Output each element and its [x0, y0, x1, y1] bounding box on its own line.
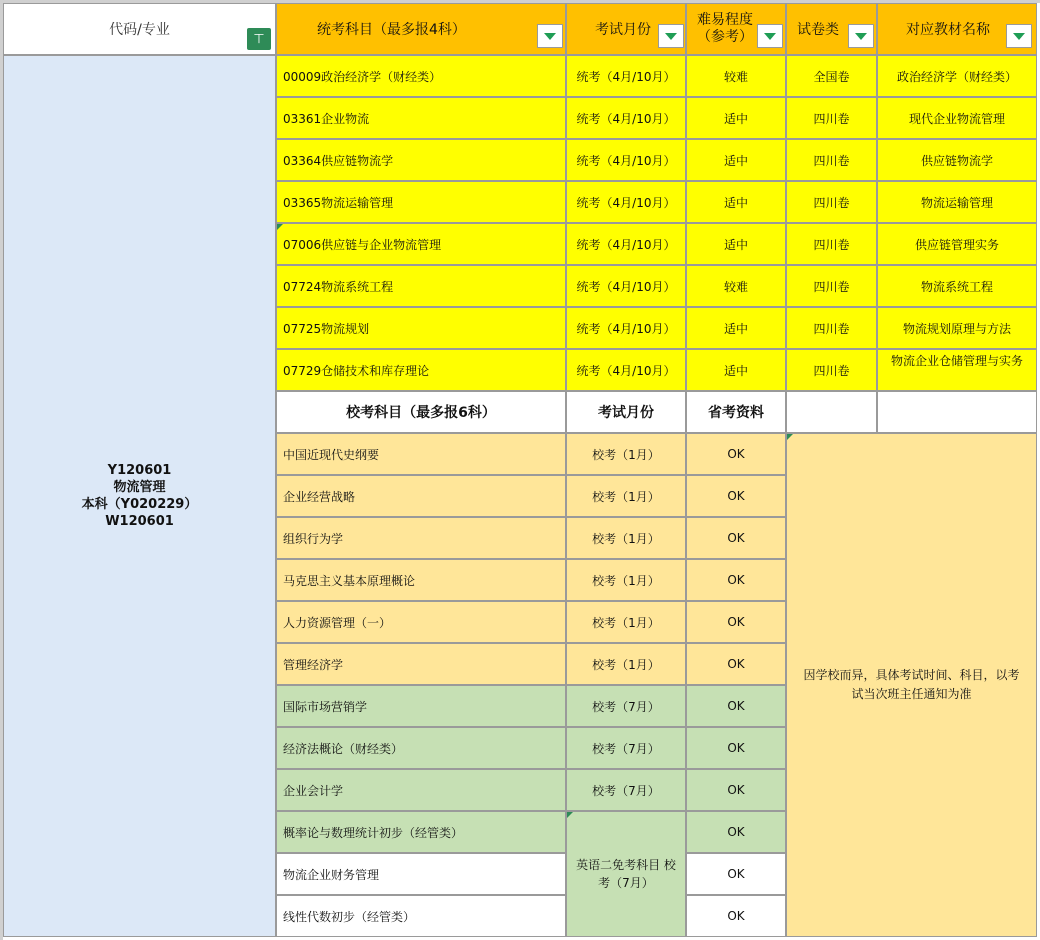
- school-status: OK: [727, 825, 745, 839]
- school-month-cell[interactable]: [566, 685, 686, 727]
- major-alt-code: W120601: [105, 514, 174, 529]
- school-status-cell[interactable]: [686, 685, 786, 727]
- unified-month-cell[interactable]: [566, 97, 686, 139]
- school-month: 校考（1月）: [592, 657, 660, 672]
- school-subject-cell[interactable]: [276, 769, 566, 811]
- unified-textbook-cell[interactable]: [877, 181, 1037, 223]
- unified-paper: 四川卷: [813, 363, 850, 378]
- school-month: 校考（7月）: [592, 741, 660, 756]
- unified-subject: 00009政治经济学（财经类）: [283, 69, 442, 84]
- unified-month: 统考（4月/10月）: [576, 321, 676, 336]
- unified-difficulty-cell[interactable]: [686, 139, 786, 181]
- school-subject: 中国近现代史纲要: [283, 447, 380, 462]
- major-code: Y120601: [107, 463, 172, 478]
- empty-cell[interactable]: [877, 391, 1037, 433]
- header-code-major-label: 代码/专业: [109, 22, 170, 38]
- chevron-down-icon: [855, 33, 867, 40]
- unified-textbook: 物流系统工程: [920, 279, 993, 294]
- school-subject-cell[interactable]: [276, 853, 566, 895]
- school-month: 校考（1月）: [592, 573, 660, 588]
- unified-difficulty: 适中: [723, 321, 748, 336]
- school-subject-cell[interactable]: [276, 811, 566, 853]
- unified-textbook: 物流规划原理与方法: [902, 321, 1011, 336]
- comment-marker: [787, 434, 793, 440]
- unified-paper-cell[interactable]: [786, 55, 877, 97]
- header-textbook-label: 对应教材名称: [906, 22, 990, 38]
- school-month: 校考（7月）: [592, 783, 660, 798]
- unified-difficulty: 适中: [723, 153, 748, 168]
- school-status: OK: [727, 573, 745, 587]
- unified-month: 统考（4月/10月）: [576, 279, 676, 294]
- school-subject-cell[interactable]: [276, 475, 566, 517]
- school-status-cell[interactable]: [686, 895, 786, 937]
- school-status: OK: [727, 783, 745, 797]
- unified-paper: 四川卷: [813, 237, 850, 252]
- school-status-cell[interactable]: [686, 559, 786, 601]
- unified-difficulty-cell[interactable]: [686, 181, 786, 223]
- school-status: OK: [727, 615, 745, 629]
- unified-subject: 07725物流规划: [283, 321, 370, 336]
- dropdown-paper-type[interactable]: [848, 24, 874, 48]
- header-paper-type-label: 试卷类: [797, 22, 839, 38]
- chevron-down-icon: [544, 33, 556, 40]
- school-header-materials[interactable]: [686, 391, 786, 433]
- chevron-down-icon: [1013, 33, 1025, 40]
- unified-month-cell[interactable]: [566, 139, 686, 181]
- school-subject: 组织行为学: [283, 531, 344, 546]
- school-status-cell[interactable]: [686, 769, 786, 811]
- unified-month: 统考（4月/10月）: [576, 237, 676, 252]
- unified-difficulty: 适中: [723, 111, 748, 126]
- school-status: OK: [727, 531, 745, 545]
- unified-textbook: 供应链物流学: [920, 153, 993, 168]
- unified-month: 统考（4月/10月）: [576, 111, 676, 126]
- school-month-cell[interactable]: [566, 433, 686, 475]
- dropdown-textbook[interactable]: [1006, 24, 1032, 48]
- unified-month-cell[interactable]: [566, 181, 686, 223]
- school-month-cell[interactable]: [566, 727, 686, 769]
- unified-paper-cell[interactable]: [786, 223, 877, 265]
- unified-difficulty: 适中: [723, 363, 748, 378]
- school-subject: 马克思主义基本原理概论: [283, 573, 416, 588]
- school-header-subjects-label: 校考科目（最多报6科）: [346, 405, 496, 421]
- school-status: OK: [727, 699, 745, 713]
- comment-marker: [567, 812, 573, 818]
- chevron-down-icon: [665, 33, 677, 40]
- header-unified-subjects[interactable]: [276, 3, 566, 55]
- unified-subject: 07724物流系统工程: [283, 279, 394, 294]
- school-status: OK: [727, 867, 745, 881]
- unified-textbook-cell[interactable]: [877, 97, 1037, 139]
- unified-paper: 四川卷: [813, 153, 850, 168]
- unified-textbook-cell[interactable]: [877, 139, 1037, 181]
- merged-month-cell[interactable]: [566, 811, 686, 937]
- school-status: OK: [727, 657, 745, 671]
- dropdown-difficulty[interactable]: [757, 24, 783, 48]
- unified-difficulty-cell[interactable]: [686, 307, 786, 349]
- unified-subject-cell[interactable]: [276, 349, 566, 391]
- dropdown-unified-subjects[interactable]: [537, 24, 563, 48]
- unified-month-cell[interactable]: [566, 349, 686, 391]
- school-subject-cell[interactable]: [276, 685, 566, 727]
- school-status-cell[interactable]: [686, 853, 786, 895]
- unified-difficulty-cell[interactable]: [686, 349, 786, 391]
- unified-subject-cell[interactable]: [276, 97, 566, 139]
- major-level: 本科（Y020229）: [81, 497, 198, 512]
- school-subject-cell[interactable]: [276, 517, 566, 559]
- school-status-cell[interactable]: [686, 811, 786, 853]
- unified-month: 统考（4月/10月）: [576, 69, 676, 84]
- header-difficulty-label: 难易程度（参考）: [697, 12, 753, 45]
- school-month: 校考（7月）: [592, 699, 660, 714]
- unified-subject-cell[interactable]: [276, 181, 566, 223]
- unified-textbook-cell[interactable]: [877, 55, 1037, 97]
- unified-textbook: 供应链管理实务: [914, 237, 999, 252]
- unified-month-cell[interactable]: [566, 307, 686, 349]
- filter-icon[interactable]: ⊤: [247, 28, 271, 50]
- school-status-cell[interactable]: [686, 727, 786, 769]
- unified-textbook-cell[interactable]: [877, 223, 1037, 265]
- unified-month-cell[interactable]: [566, 55, 686, 97]
- school-status-cell[interactable]: [686, 433, 786, 475]
- unified-paper: 四川卷: [813, 195, 850, 210]
- unified-paper: 四川卷: [813, 321, 850, 336]
- school-status-cell[interactable]: [686, 601, 786, 643]
- unified-subject-cell[interactable]: [276, 223, 566, 265]
- unified-subject: 07729仓储技术和库存理论: [283, 363, 430, 378]
- unified-textbook-cell[interactable]: [877, 307, 1037, 349]
- school-status-cell[interactable]: [686, 643, 786, 685]
- unified-subject: 07006供应链与企业物流管理: [283, 237, 442, 252]
- unified-subject-cell[interactable]: [276, 55, 566, 97]
- school-subject-cell[interactable]: [276, 559, 566, 601]
- school-status: OK: [727, 447, 745, 461]
- school-header-month-label: 考试月份: [598, 405, 654, 421]
- exam-note: 因学校而异，具体考试时间、科目，以考试当次班主任通知为准: [803, 668, 1020, 701]
- school-subject: 线性代数初步（经管类）: [283, 909, 416, 924]
- unified-textbook-cell[interactable]: [877, 349, 1037, 391]
- unified-paper-cell[interactable]: [786, 139, 877, 181]
- school-status-cell[interactable]: [686, 517, 786, 559]
- unified-month-cell[interactable]: [566, 223, 686, 265]
- unified-subject-cell[interactable]: [276, 307, 566, 349]
- unified-difficulty: 适中: [723, 237, 748, 252]
- school-header-materials-label: 省考资料: [708, 405, 764, 421]
- school-header-month[interactable]: [566, 391, 686, 433]
- school-status-cell[interactable]: [686, 475, 786, 517]
- school-subject: 物流企业财务管理: [283, 867, 380, 882]
- merged-month-note: 英语二免考科目 校考（7月）: [576, 858, 676, 890]
- unified-textbook: 物流运输管理: [920, 195, 993, 210]
- header-code-major[interactable]: [3, 3, 276, 55]
- unified-subject: 03365物流运输管理: [283, 195, 394, 210]
- school-month-cell[interactable]: [566, 601, 686, 643]
- empty-cell[interactable]: [786, 391, 877, 433]
- unified-difficulty-cell[interactable]: [686, 265, 786, 307]
- school-subject: 企业经营战略: [283, 489, 356, 504]
- header-unified-subjects-label: 统考科目（最多报4科）: [317, 22, 466, 38]
- unified-paper: 四川卷: [813, 279, 850, 294]
- school-subject-cell[interactable]: [276, 727, 566, 769]
- unified-difficulty: 较难: [723, 69, 748, 84]
- unified-month-cell[interactable]: [566, 265, 686, 307]
- major-name: 物流管理: [113, 480, 166, 495]
- school-subject: 经济法概论（财经类）: [283, 741, 404, 756]
- school-status: OK: [727, 741, 745, 755]
- school-subject-cell[interactable]: [276, 643, 566, 685]
- school-month-cell[interactable]: [566, 643, 686, 685]
- unified-paper-cell[interactable]: [786, 265, 877, 307]
- unified-paper-cell[interactable]: [786, 307, 877, 349]
- unified-paper: 四川卷: [813, 111, 850, 126]
- school-status: OK: [727, 489, 745, 503]
- school-subject: 概率论与数理统计初步（经管类）: [283, 825, 464, 840]
- unified-paper: 全国卷: [813, 69, 850, 84]
- unified-month: 统考（4月/10月）: [576, 153, 676, 168]
- unified-difficulty-cell[interactable]: [686, 223, 786, 265]
- school-subject: 企业会计学: [283, 783, 344, 798]
- school-month: 校考（1月）: [592, 489, 660, 504]
- unified-subject-cell[interactable]: [276, 265, 566, 307]
- school-month: 校考（1月）: [592, 531, 660, 546]
- chevron-down-icon: [764, 33, 776, 40]
- unified-month: 统考（4月/10月）: [576, 363, 676, 378]
- unified-textbook: 政治经济学（财经类）: [896, 69, 1017, 84]
- school-subject-cell[interactable]: [276, 895, 566, 937]
- unified-difficulty-cell[interactable]: [686, 97, 786, 139]
- unified-textbook: 现代企业物流管理: [908, 111, 1005, 126]
- unified-subject: 03364供应链物流学: [283, 153, 394, 168]
- school-subject-cell[interactable]: [276, 601, 566, 643]
- unified-textbook-cell[interactable]: [877, 265, 1037, 307]
- school-subject: 国际市场营销学: [283, 699, 368, 714]
- school-month-cell[interactable]: [566, 475, 686, 517]
- unified-paper-cell[interactable]: [786, 97, 877, 139]
- school-header-subjects[interactable]: [276, 391, 566, 433]
- school-status: OK: [727, 909, 745, 923]
- school-subject-cell[interactable]: [276, 433, 566, 475]
- unified-paper-cell[interactable]: [786, 349, 877, 391]
- unified-paper-cell[interactable]: [786, 181, 877, 223]
- school-subject: 人力资源管理（一）: [283, 615, 392, 630]
- school-month: 校考（1月）: [592, 615, 660, 630]
- unified-difficulty: 较难: [723, 279, 748, 294]
- unified-month: 统考（4月/10月）: [576, 195, 676, 210]
- school-month-cell[interactable]: [566, 517, 686, 559]
- unified-subject: 03361企业物流: [283, 111, 370, 126]
- school-subject: 管理经济学: [283, 657, 344, 672]
- exam-note-cell[interactable]: [786, 433, 1037, 937]
- school-month-cell[interactable]: [566, 559, 686, 601]
- school-month: 校考（1月）: [592, 447, 660, 462]
- major-cell[interactable]: [3, 55, 276, 937]
- comment-marker: [277, 224, 283, 230]
- unified-difficulty: 适中: [723, 195, 748, 210]
- unified-difficulty-cell[interactable]: [686, 55, 786, 97]
- unified-subject-cell[interactable]: [276, 139, 566, 181]
- unified-textbook: 物流企业仓储管理与实务: [890, 354, 1023, 368]
- dropdown-exam-month[interactable]: [658, 24, 684, 48]
- header-exam-month-label: 考试月份: [595, 22, 651, 38]
- school-month-cell[interactable]: [566, 769, 686, 811]
